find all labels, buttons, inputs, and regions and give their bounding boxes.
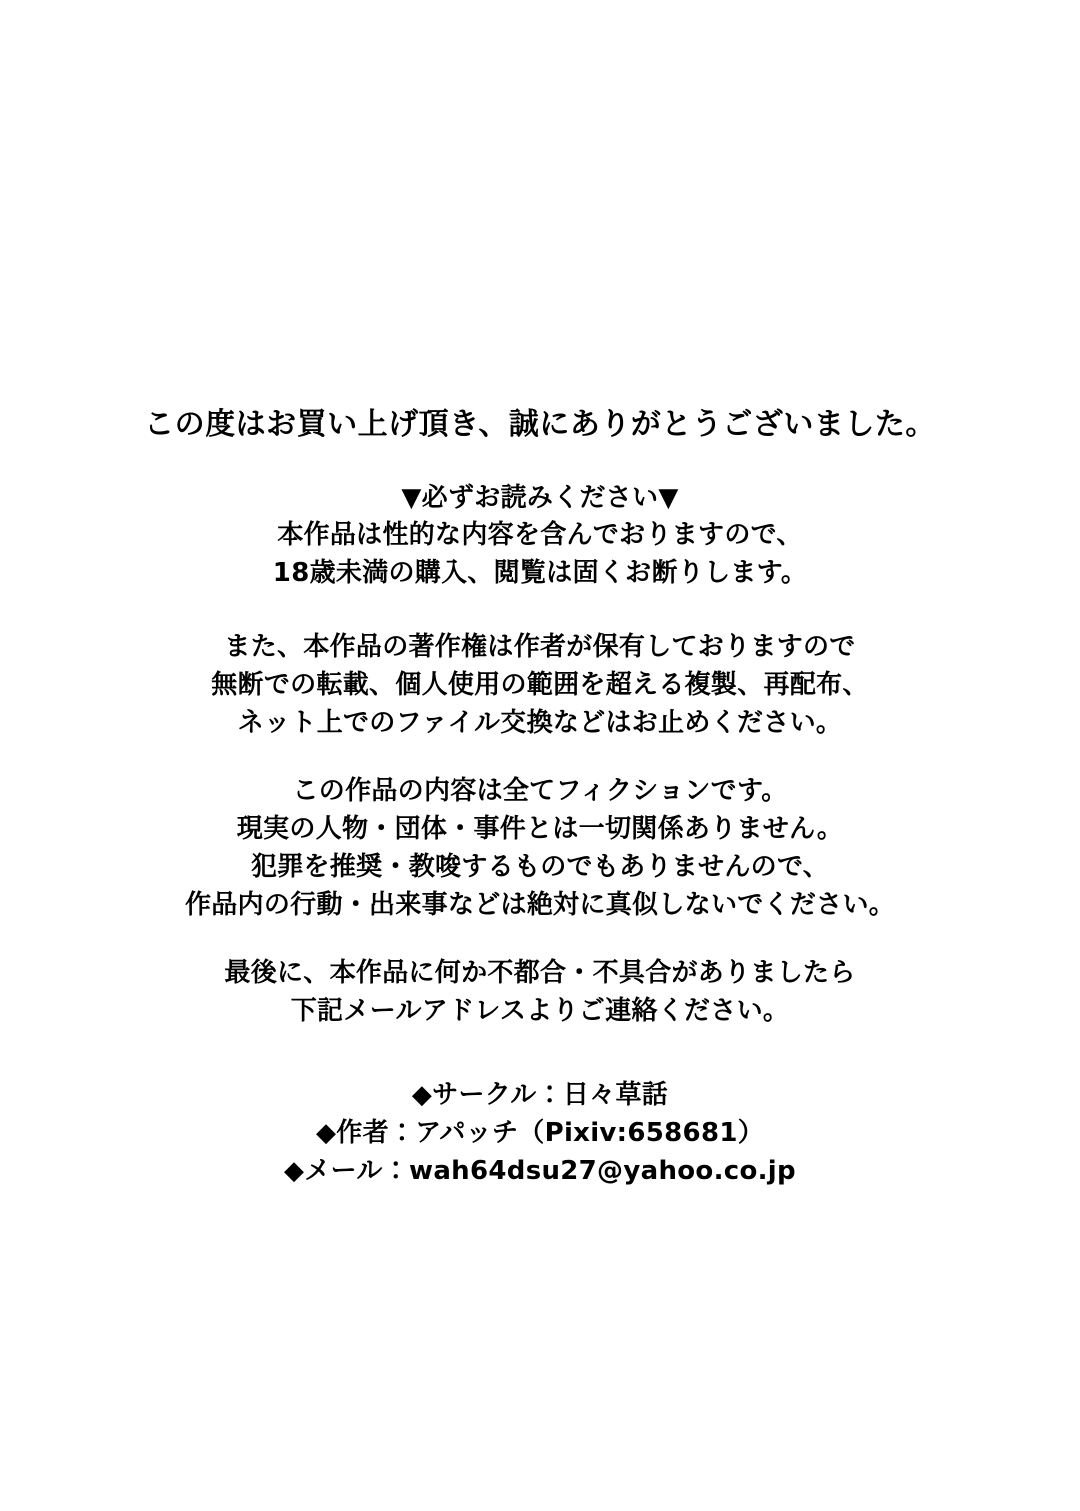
fiction-line-4: 作品内の行動・出来事などは絶対に真似しないでください。 (184, 890, 896, 921)
notice-heading: ▼必ずお読みください▼ (401, 482, 679, 513)
fiction-line-1: この作品の内容は全てフィクションです。 (292, 776, 788, 807)
fiction-disclaimer-block (0, 773, 1080, 925)
fiction-line-3: 犯罪を推奨・教唆するものでもありませんので、 (250, 852, 830, 883)
closing-block (0, 955, 1080, 1031)
contact-block (0, 1077, 1080, 1191)
notice-line-1: 本作品は性的な内容を含んでおりますので、 (277, 520, 803, 551)
closing-line-1: 最後に、本作品に何か不都合・不具合がありましたら (224, 958, 856, 989)
copyright-block (0, 629, 1080, 743)
thank-you-headline: この度はお買い上げ頂き、誠にありがとうございました。 (144, 407, 936, 442)
afterword-text-block (0, 405, 1080, 1217)
copyright-line-1: また、本作品の著作権は作者が保有しておりますので (224, 632, 856, 663)
contact-circle: ◆サークル：日々草話 (411, 1079, 669, 1110)
contact-author: ◆作者：アパッチ（Pixiv:658681） (315, 1117, 765, 1148)
copyright-line-2: 無断での転載、個人使用の範囲を超える複製、再配布、 (211, 670, 869, 701)
notice-line-2: 18歳未満の購入、閲覧は固くお断りします。 (272, 558, 808, 589)
contact-mail: ◆メール：wah64dsu27@yahoo.co.jp (284, 1155, 796, 1186)
copyright-line-3: ネット上でのファイル交換などはお止めください。 (237, 708, 843, 739)
age-notice-block (0, 480, 1080, 594)
closing-line-2: 下記メールアドレスよりご連絡ください。 (290, 995, 790, 1026)
fiction-line-2: 現実の人物・団体・事件とは一切関係ありません。 (236, 814, 844, 845)
